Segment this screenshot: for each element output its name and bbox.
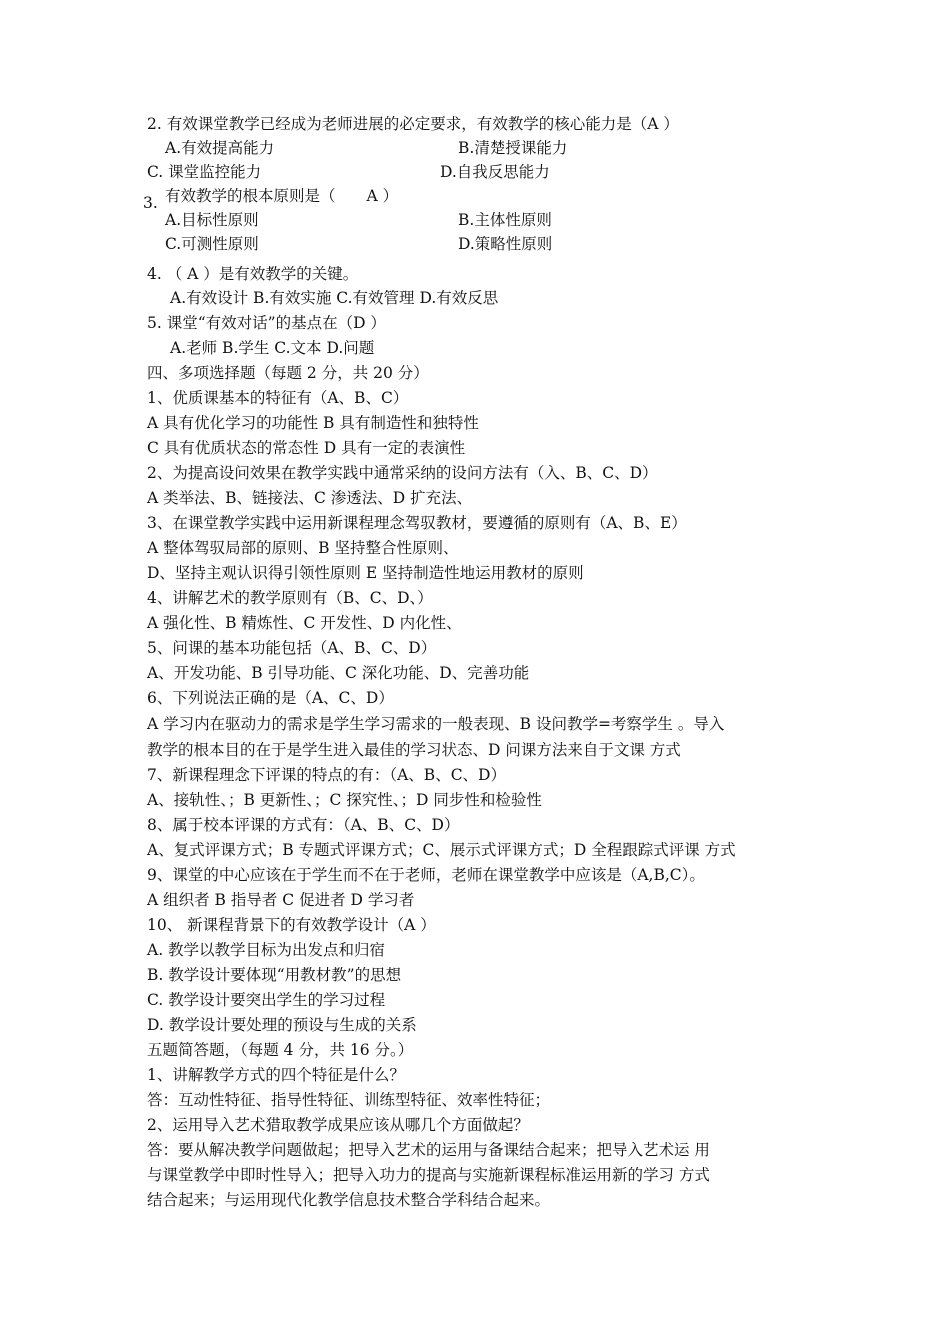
section-4-line: 8、属于校本评课的方式有：（A、B、C、D） — [147, 816, 460, 834]
question-5-options: A.老师 B.学生 C.文本 D.问题 — [170, 339, 375, 357]
section-4-line: C. 教学设计要突出学生的学习过程 — [147, 991, 386, 1009]
section-5-line: 答：互动性特征、指导性特征、训练型特征、效率性特征； — [147, 1091, 551, 1109]
section-4-line: 9、课堂的中心应该在于学生而不在于老师，老师在课堂教学中应该是（A,B,C）。 — [147, 866, 705, 884]
section-4-line: 1、优质课基本的特征有（A、B、C） — [147, 389, 409, 407]
section-4-line: A 组织者 B 指导者 C 促进者 D 学习者 — [147, 891, 415, 909]
question-5-stem: 5. 课堂“有效对话”的基点在（D ） — [147, 314, 386, 332]
question-4-options: A.有效设计 B.有效实施 C.有效管理 D.有效反思 — [170, 289, 499, 307]
section-4-line: 教学的根本目的在于是学生进入最佳的学习状态、D 问课方法来自于文课 方式 — [147, 741, 681, 759]
section-4-line: 3、在课堂教学实践中运用新课程理念驾驭教材，要遵循的原则有（A、B、E） — [147, 514, 687, 532]
section-4-line: A、接轨性、；B 更新性、；C 探究性、；D 同步性和检验性 — [147, 791, 542, 809]
section-4-line: 7、新课程理念下评课的特点的有：（A、B、C、D） — [147, 766, 506, 784]
question-3-option-b: B.主体性原则 — [458, 211, 552, 229]
section-4-line: 4、讲解艺术的教学原则有（B、C、D、） — [147, 589, 433, 607]
section-4-line: 6、下列说法正确的是（A、C、D） — [147, 689, 394, 707]
section-4-line: A 强化性、B 精炼性、C 开发性、D 内化性、 — [147, 614, 462, 632]
section-4-line: A、开发功能、B 引导功能、C 深化功能、D、完善功能 — [147, 664, 530, 682]
section-4-line: 5、问课的基本功能包括（A、B、C、D） — [147, 639, 437, 657]
section-5-heading: 五题简答题，（每题 4 分，共 16 分。） — [147, 1041, 414, 1059]
section-4-line: B. 教学设计要体现“用教材教”的思想 — [147, 966, 402, 984]
section-5-line: 2、运用导入艺术猎取教学成果应该从哪几个方面做起？ — [147, 1116, 529, 1134]
section-4-line: A 具有优化学习的功能性 B 具有制造性和独特性 — [147, 414, 479, 432]
question-3-option-c: C.可测性原则 — [165, 235, 259, 253]
question-3-number: 3. — [143, 194, 158, 212]
question-2-option-c: C. 课堂监控能力 — [147, 163, 262, 181]
question-2-stem: 2. 有效课堂教学已经成为老师进展的必定要求，有效教学的核心能力是（A ） — [147, 115, 679, 133]
section-4-line: D. 教学设计要处理的预设与生成的关系 — [147, 1016, 417, 1034]
question-3-option-a: A.目标性原则 — [165, 211, 259, 229]
question-3-option-d: D.策略性原则 — [458, 235, 553, 253]
section-4-line: A 类举法、B、链接法、C 渗透法、D 扩充法、 — [147, 489, 473, 507]
section-4-line: D、坚持主观认识得引领性原则 E 坚持制造性地运用教材的原则 — [147, 564, 584, 582]
question-2-option-b: B.清楚授课能力 — [458, 139, 568, 157]
section-5-line: 结合起来；与运用现代化教学信息技术整合学科结合起来。 — [147, 1191, 551, 1209]
section-4-line: A、复式评课方式；B 专题式评课方式；C、展示式评课方式；D 全程跟踪式评课 方式 — [147, 841, 736, 859]
section-4-line: A 学习内在驱动力的需求是学生学习需求的一般表现、B 设问教学=考察学生 。导入 — [147, 715, 725, 733]
question-2-option-d: D.自我反思能力 — [440, 163, 550, 181]
question-4-stem: 4. （ A ）是有效教学的关键。 — [147, 265, 359, 283]
section-4-line: 10、 新课程背景下的有效教学设计（A ） — [147, 916, 436, 934]
section-4-line: A 整体驾驭局部的原则、B 坚持整合性原则、 — [147, 539, 459, 557]
question-2-option-a: A.有效提高能力 — [165, 139, 275, 157]
section-5-line: 与课堂教学中即时性导入；把导入功力的提高与实施新课程标准运用新的学习 方式 — [147, 1166, 710, 1184]
section-4-heading: 四、多项选择题（每题 2 分，共 20 分） — [147, 364, 429, 382]
question-3-stem: 有效教学的根本原则是（ A ） — [165, 187, 399, 205]
section-5-line: 答：要从解决教学问题做起；把导入艺术的运用与备课结合起来；把导入艺术运 用 — [147, 1141, 710, 1159]
section-4-line: 2、为提高设问效果在教学实践中通常采纳的设问方法有（入、B、C、D） — [147, 464, 658, 482]
section-4-line: A. 教学以教学目标为出发点和归宿 — [147, 941, 386, 959]
section-4-line: C 具有优质状态的常态性 D 具有一定的表演性 — [147, 439, 466, 457]
section-5-line: 1、讲解教学方式的四个特征是什么？ — [147, 1066, 405, 1084]
